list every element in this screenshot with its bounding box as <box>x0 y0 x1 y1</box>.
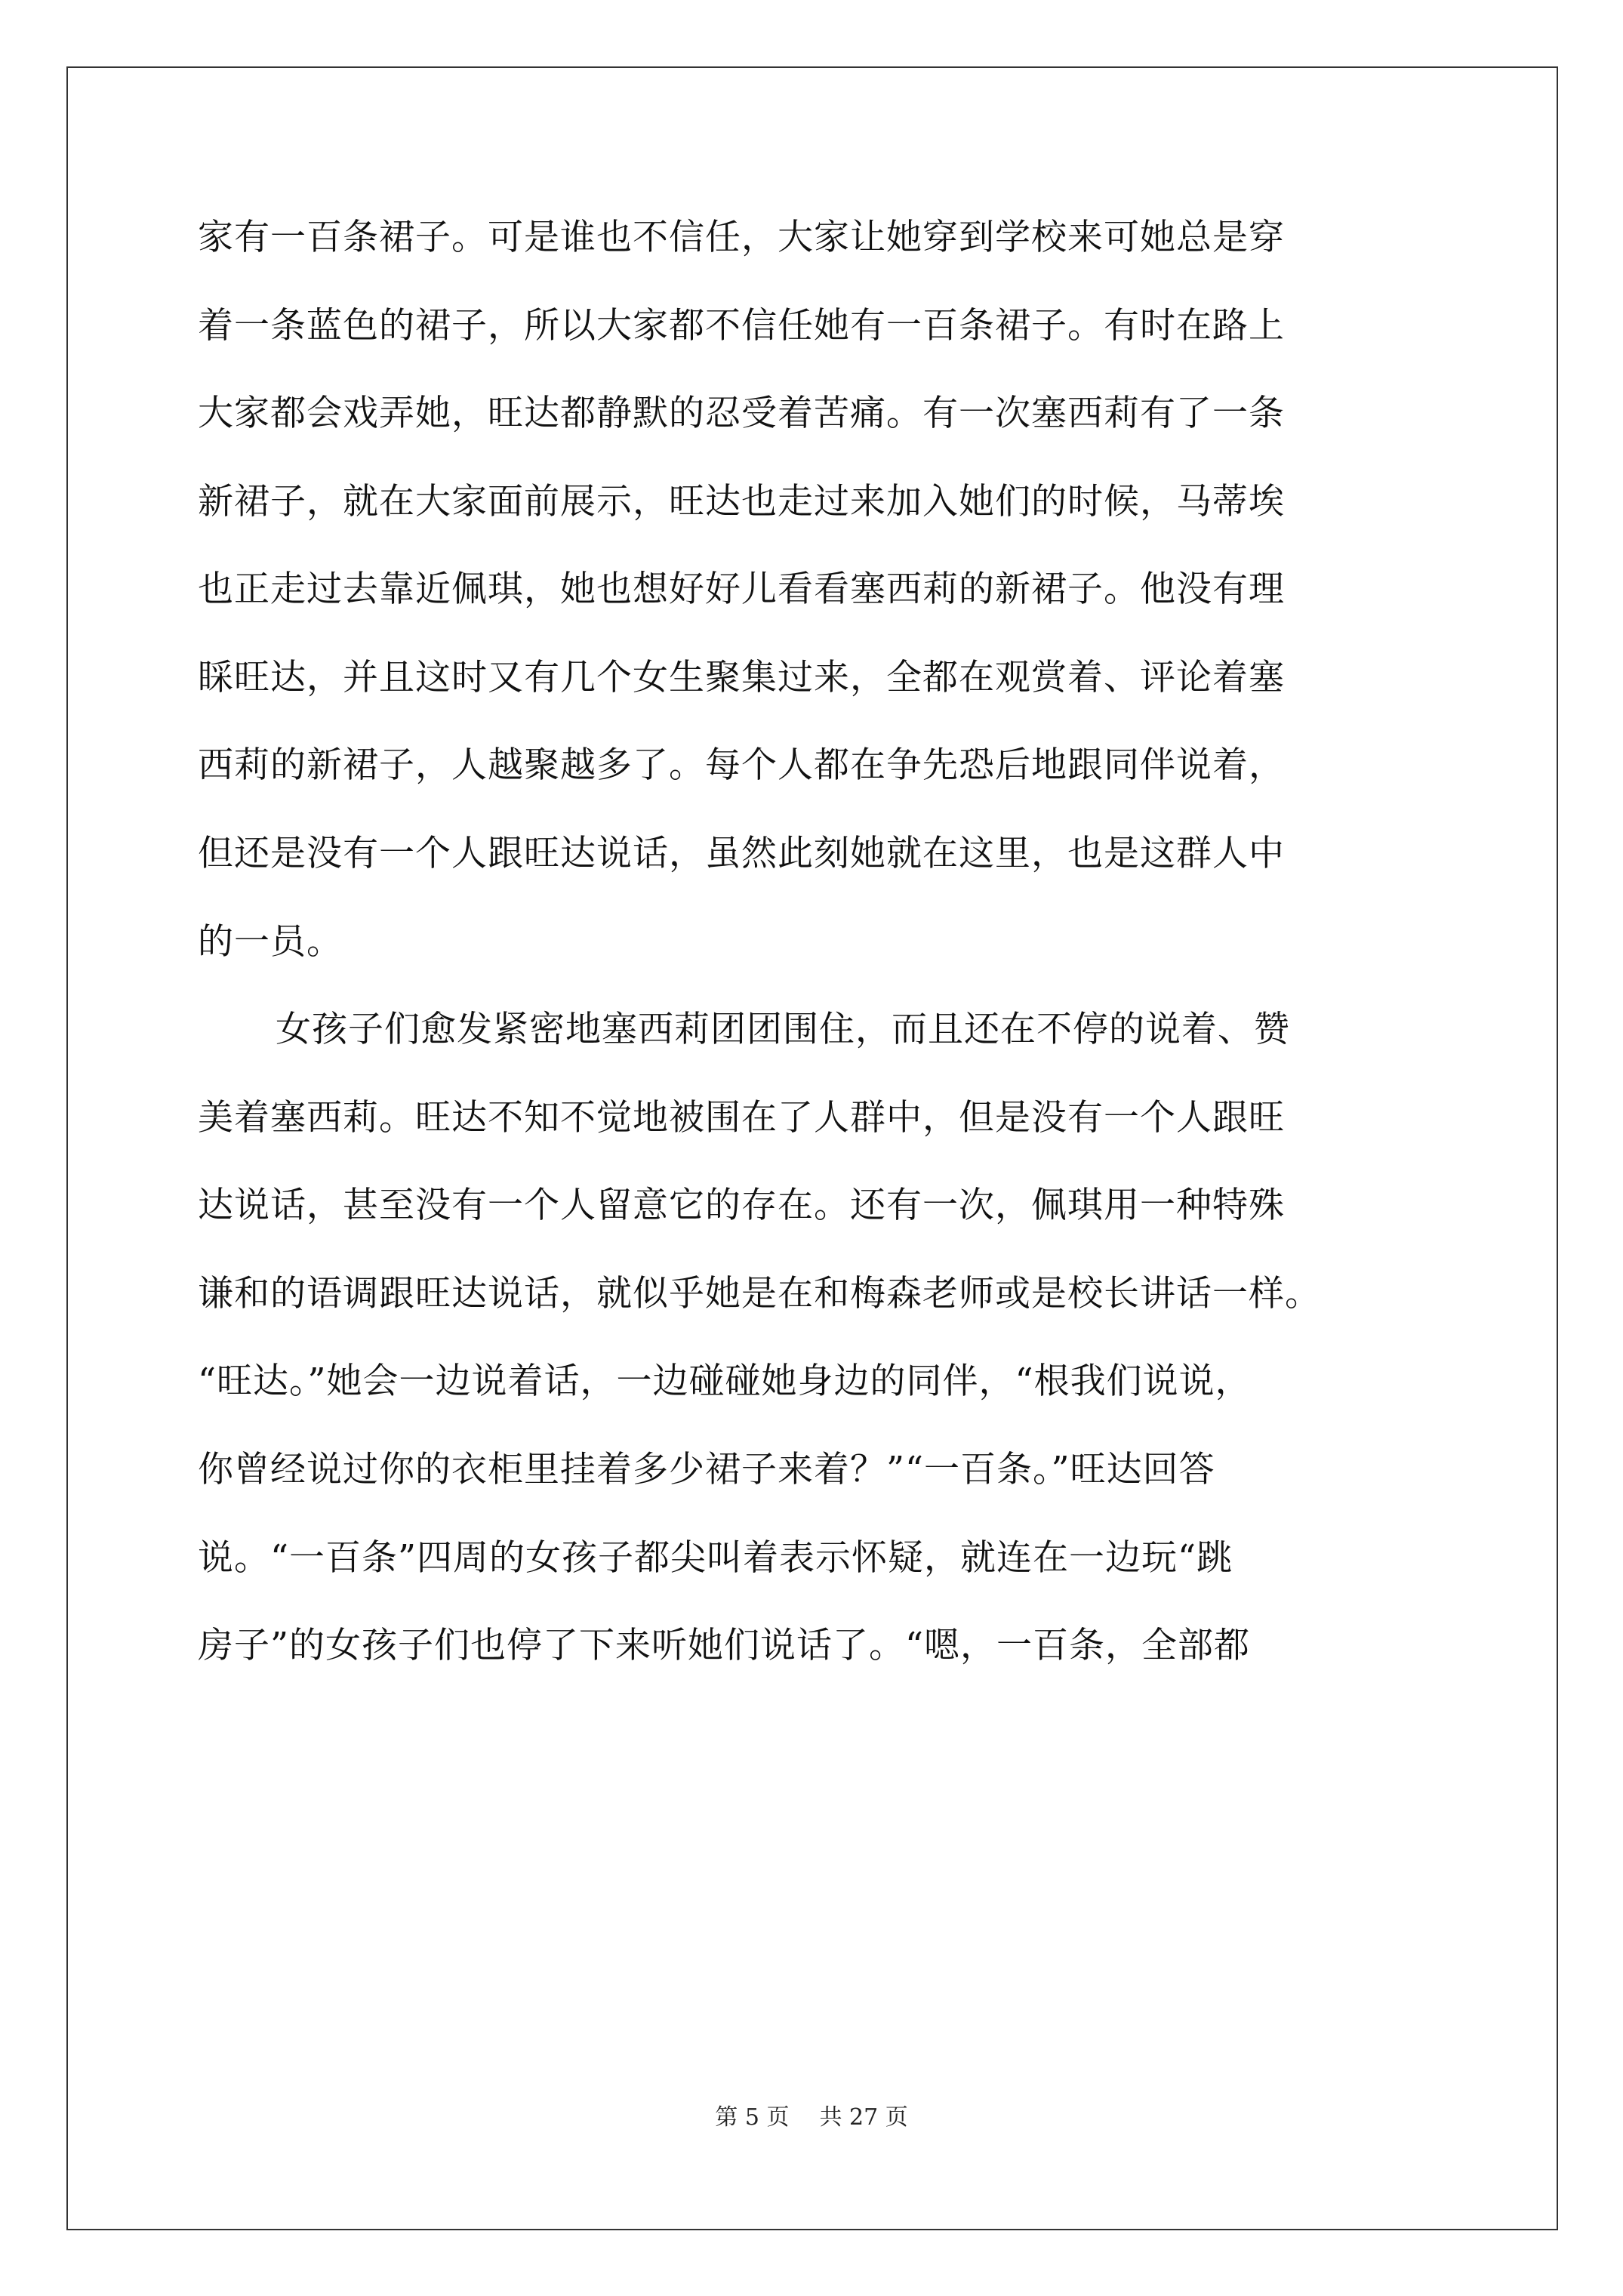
text-line: 家有一百条裙子。可是谁也不信任，大家让她穿到学校来可她总是穿 <box>198 217 1285 258</box>
text-line: 西莉的新裙子，人越聚越多了。每个人都在争先恐后地跟同伴说着， <box>198 744 1285 786</box>
page-number: 第 5 页 <box>715 2104 790 2131</box>
text-line: 但还是没有一个人跟旺达说话，虽然此刻她就在这里，也是这群人中 <box>198 833 1285 874</box>
page-footer <box>0 2103 1623 2133</box>
text-line: 着一条蓝色的裙子，所以大家都不信任她有一百条裙子。有时在路上 <box>198 305 1285 347</box>
text-line: 新裙子，就在大家面前展示，旺达也走过来加入她们的时候，马蒂埃 <box>198 481 1285 522</box>
text-line: 美着塞西莉。旺达不知不觉地被围在了人群中，但是没有一个人跟旺 <box>198 1097 1285 1139</box>
text-line: 也正走过去靠近佩琪，她也想好好儿看看塞西莉的新裙子。他没有理 <box>198 569 1285 610</box>
text-line: 说。“一百条”四周的女孩子都尖叫着表示怀疑，就连在一边玩“跳 <box>198 1537 1233 1579</box>
page-total: 共 27 页 <box>819 2104 908 2131</box>
text-line: 大家都会戏弄她，旺达都静默的忍受着苦痛。有一次塞西莉有了一条 <box>198 393 1285 434</box>
text-line: 达说话，甚至没有一个人留意它的存在。还有一次，佩琪用一种特殊 <box>198 1185 1285 1226</box>
text-line: 谦和的语调跟旺达说话，就似乎她是在和梅森老师或是校长讲话一样。 <box>198 1273 1321 1314</box>
text-line: 房子”的女孩子们也停了下来听她们说话了。“嗯，一百条，全部都 <box>198 1625 1251 1666</box>
text-line: 的一员。 <box>198 921 343 963</box>
text-line: 睬旺达，并且这时又有几个女生聚集过来，全都在观赏着、评论着塞 <box>198 657 1285 698</box>
text-line: 你曾经说过你的衣柜里挂着多少裙子来着？”“一百条。”旺达回答 <box>198 1449 1215 1490</box>
paragraph-start-line: 女孩子们愈发紧密地塞西莉团团围住，而且还在不停的说着、赞 <box>276 1009 1290 1050</box>
text-line: “旺达。”她会一边说着话，一边碰碰她身边的同伴，“根我们说说， <box>198 1361 1252 1402</box>
